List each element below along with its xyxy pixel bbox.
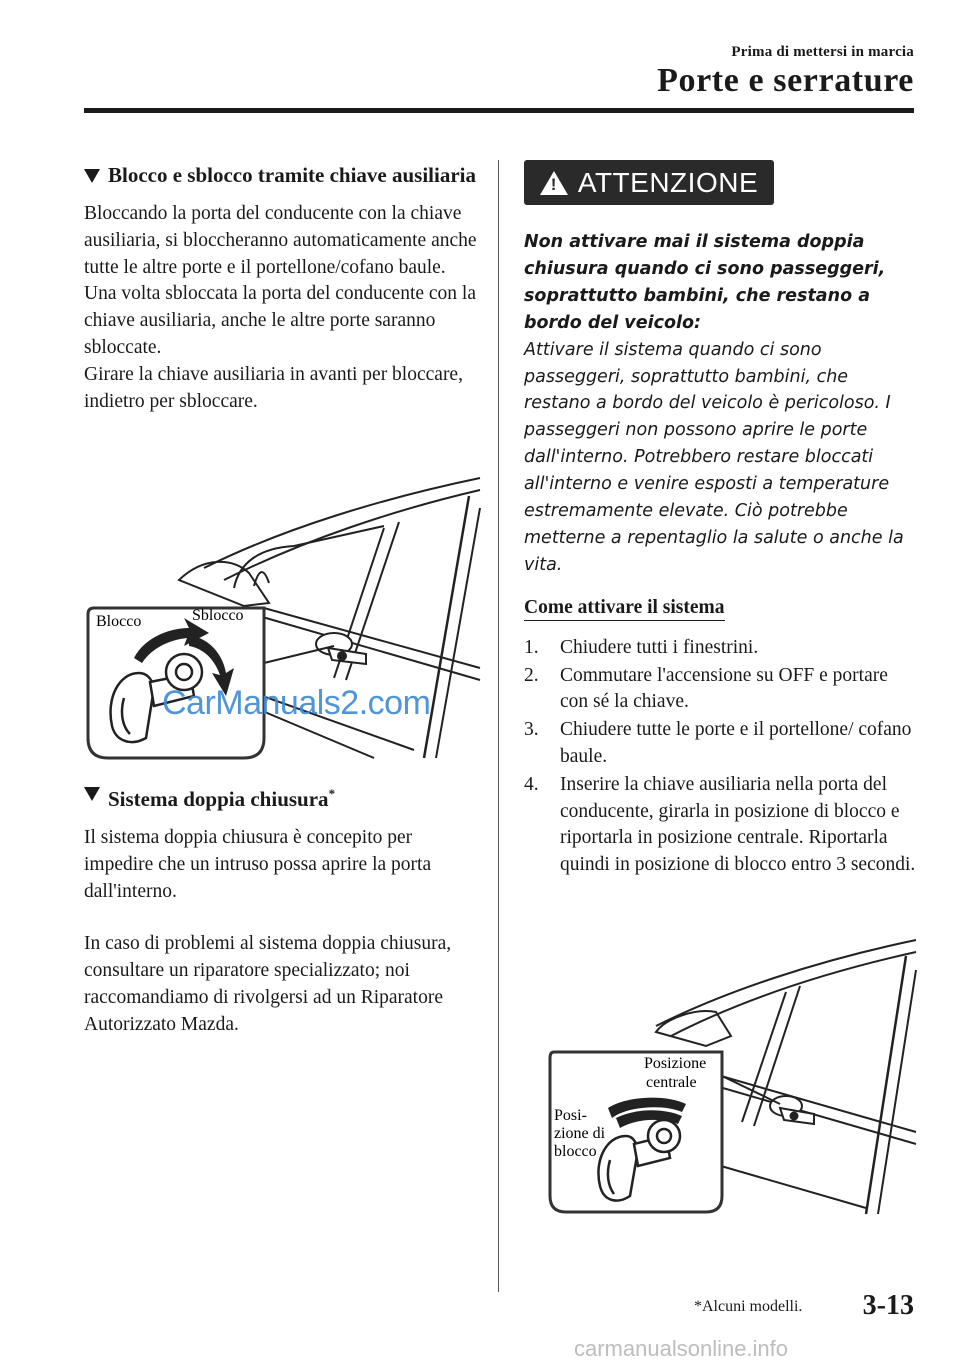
step-item: 4. Inserire la chiave ausiliaria nella porta del conducente, girarla in posizione di blocco e riportarla in posizione centrale. Riportarla quindi in posizione di blocco entro 3 secondi. — [524, 773, 916, 876]
figure-double-lock-positions — [546, 936, 918, 1221]
subheading-activate: Come attivare il sistema — [524, 597, 725, 621]
header-rule — [84, 108, 914, 113]
section-heading-double-lock — [84, 778, 480, 815]
warning-body-text: Attivare il sistema quando ci sono passeggeri, soprattutto bambini, che restano a bordo del veicolo è pericoloso. I passeggeri non possono aprire le porte dall'interno. Potrebbero restare bloccati all'interno e venire esposti a temperature estremamente elevate. Ciò potrebbe metterne a repentaglio la salute o anche la vita. — [524, 339, 904, 575]
paragraph-turn-key: Girare la chiave ausiliaria in avanti per bloccare, indietro per sbloccare. — [84, 363, 463, 412]
figure-double-lock-drawing — [546, 936, 918, 1216]
figure-key-lock-unlock — [84, 468, 484, 773]
label-lock-line3: blocco — [554, 1143, 597, 1160]
paragraph-double-lock-problems: In caso di problemi al sistema doppia chiusura, consultare un riparatore specializzato; noi raccomandiamo di rivolgersi ad un Riparatore Autorizzato Mazda. — [84, 933, 452, 1035]
section-heading-text: Sistema doppia chiusura — [108, 787, 329, 811]
left-column-lower — [84, 778, 480, 1039]
warning-banner — [524, 160, 774, 205]
paragraph-lock-description: Bloccando la porta del conducente con la chiave ausiliaria, si bloccheranno automaticamente anche tutte le altre porte e il portellone/cofano baule. Una volta sbloccata la porta del conducente con la chiave ausiliaria, anche le altre porte saranno sbloccate. — [84, 203, 477, 358]
steps-list — [524, 635, 920, 879]
page-title: Porte e serrature — [657, 62, 914, 99]
label-center-line2: centrale — [646, 1074, 697, 1091]
left-column — [84, 160, 480, 415]
triangle-bullet-icon — [84, 169, 100, 183]
section-heading-text: Blocco e sblocco tramite chiave ausiliaria — [108, 163, 477, 187]
label-center-line1: Posizione — [644, 1055, 707, 1072]
footnote-some-models: *Alcuni modelli. — [694, 1298, 803, 1315]
running-header-section: Prima di mettersi in marcia — [731, 44, 914, 60]
label-unlock: Sblocco — [192, 607, 244, 624]
warning-label: ATTENZIONE — [577, 166, 759, 198]
triangle-bullet-icon — [84, 787, 100, 801]
paragraph-double-lock-purpose: Il sistema doppia chiusura è concepito per impedire che un intruso possa aprire la porta dall'interno. — [84, 827, 432, 902]
watermark-online: carmanualsonline.info — [574, 1336, 789, 1361]
page-number: 3-13 — [862, 1290, 914, 1321]
footnote-mark: * — [328, 786, 336, 801]
right-column — [524, 160, 920, 880]
step-item: 3. Chiudere tutte le porte e il portellone/ cofano baule. — [524, 719, 912, 767]
watermark-carmanuals: CarManuals2.com — [162, 684, 431, 722]
column-divider — [498, 160, 499, 1292]
label-lock: Blocco — [96, 613, 142, 630]
warning-bold-text: Non attivare mai il sistema doppia chiusura quando ci sono passeggeri, soprattutto bambini, che restano a bordo del veicolo: — [524, 232, 886, 333]
label-lock-line1: Posi- — [554, 1107, 587, 1124]
section-heading-key-lock — [84, 160, 480, 191]
label-lock-line2: zione di — [554, 1125, 606, 1142]
figure-key-lock-unlock-drawing — [84, 468, 484, 768]
warning-triangle-icon: ! — [540, 171, 568, 195]
step-item: 1. Chiudere tutti i finestrini. — [524, 636, 759, 658]
warning-text-block — [524, 229, 920, 579]
step-item: 2. Commutare l'accensione su OFF e portare con sé la chiave. — [524, 664, 888, 713]
